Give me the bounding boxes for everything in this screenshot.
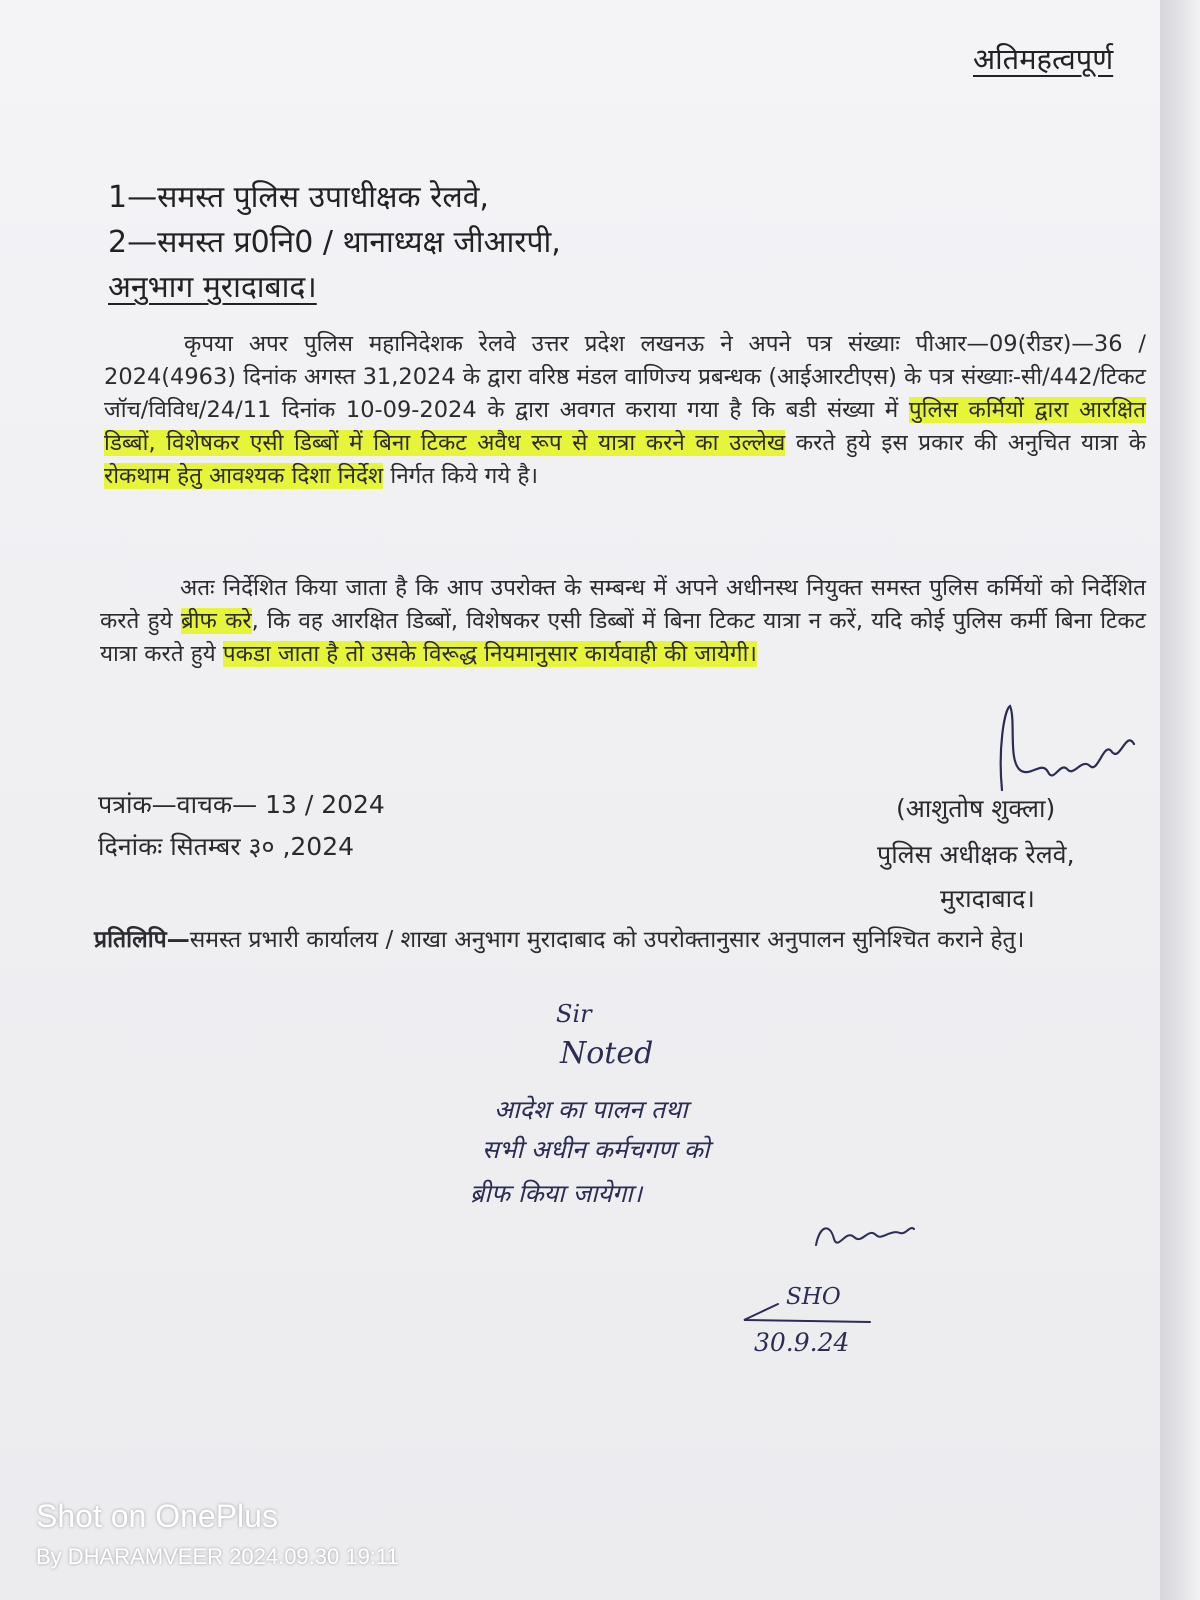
paper-edge	[1160, 0, 1200, 1600]
copy-to-label: प्रतिलिपि—	[94, 927, 190, 953]
addressee-line-1: 1—समस्त पुलिस उपाधीक्षक रेलवे,	[108, 180, 489, 215]
addressee-line-3: अनुभाग मुरादाबाद।	[108, 270, 317, 305]
p1-text-c: निर्गत किये गये है।	[383, 463, 538, 489]
body-paragraph-1	[104, 328, 1146, 493]
copy-to-text: समस्त प्रभारी कार्यालय / शाखा अनुभाग मुरादाबाद को उपरोक्तानुसार अनुपालन सुनिश्चित कराने हेतु।	[189, 927, 1025, 953]
p2-highlight-1: ब्रीफ करे	[180, 608, 252, 634]
p1-highlight-1: पुलिस कर्मियों द्वारा आरक्षित डिब्बों, विशेषकर एसी डिब्बों में बिना टिकट अवैध रूप से यात्रा करने का उल्लेख	[104, 397, 1146, 456]
handwritten-note-noted: Noted	[560, 1036, 654, 1071]
signatory-designation: पुलिस अधीक्षक रेलवे,	[877, 840, 1075, 869]
letter-date: दिनांकः सितम्बर ३० ,2024	[98, 832, 355, 861]
letter-reference-number: पत्रांक—वाचक— 13 / 2024	[98, 790, 385, 819]
p1-text-b: करते हुये इस प्रकार की अनुचित यात्रा के	[785, 430, 1146, 456]
p2-text-b: , कि वह आरक्षित डिब्बों, विशेषकर एसी डिब्बों में बिना टिकट यात्रा न करें, यदि कोई पुलिस कर्मी बिना टिकट यात्रा करते हुये	[100, 608, 1146, 667]
handwritten-date: 30.9.24	[754, 1328, 850, 1357]
sp-signature	[990, 700, 1150, 800]
p1-highlight-2: रोकथाम हेतु आवश्यक दिशा निर्देश	[104, 463, 384, 489]
handwritten-note-line-3: आदेश का पालन तथा	[494, 1095, 688, 1124]
handwritten-office-sho: SHO	[786, 1284, 841, 1310]
camera-watermark-byline: By DHARAMVEER 2024.09.30 19:11	[36, 1544, 399, 1569]
handwritten-note-sir: Sir	[556, 1000, 592, 1028]
signatory-name: (आशुतोष शुक्ला)	[896, 794, 1056, 823]
p1-text-a: कृपया अपर पुलिस महानिदेशक रेलवे उत्तर प्रदेश लखनऊ ने अपने पत्र संख्याः पीआर—09(रीडर)—36 / 2024(4963) दिनांक अगस्त 31,2024 के द्वारा वरिष्ठ मंडल वाणिज्य प्रबन्धक (आईआरटीएस) के पत्र संख्याः-सी/442/टिकट जॉच/विविध/24/11 दिनांक 10-09-2024 के द्वारा अवगत कराया गया है कि बडी संख्या में	[104, 331, 1146, 423]
addressee-line-2: 2—समस्त प्र0नि0 / थानाध्यक्ष जीआरपी,	[108, 225, 561, 260]
camera-watermark-brand: Shot on OnePlus	[36, 1498, 278, 1534]
sho-underline	[738, 1300, 878, 1330]
copy-to-paragraph	[94, 922, 1146, 958]
handwritten-note-line-5: ब्रीफ किया जायेगा।	[470, 1179, 643, 1208]
p2-highlight-2: पकडा जाता है तो उसके विरूद्ध नियमानुसार कार्यवाही की जायेगी।	[222, 641, 757, 667]
signatory-place: मुरादाबाद।	[940, 884, 1035, 913]
priority-heading: अतिमहत्वपूर्ण	[973, 42, 1114, 76]
body-paragraph-2	[100, 572, 1146, 671]
sho-initials	[810, 1215, 920, 1265]
p2-text-a: अतः निर्देशित किया जाता है कि आप उपरोक्त के सम्बन्ध में अपने अधीनस्थ नियुक्त समस्त पुलिस कर्मियों को निर्देशित करते हुये	[100, 575, 1146, 634]
handwritten-note-line-4: सभी अधीन कर्मचगण को	[482, 1135, 710, 1164]
